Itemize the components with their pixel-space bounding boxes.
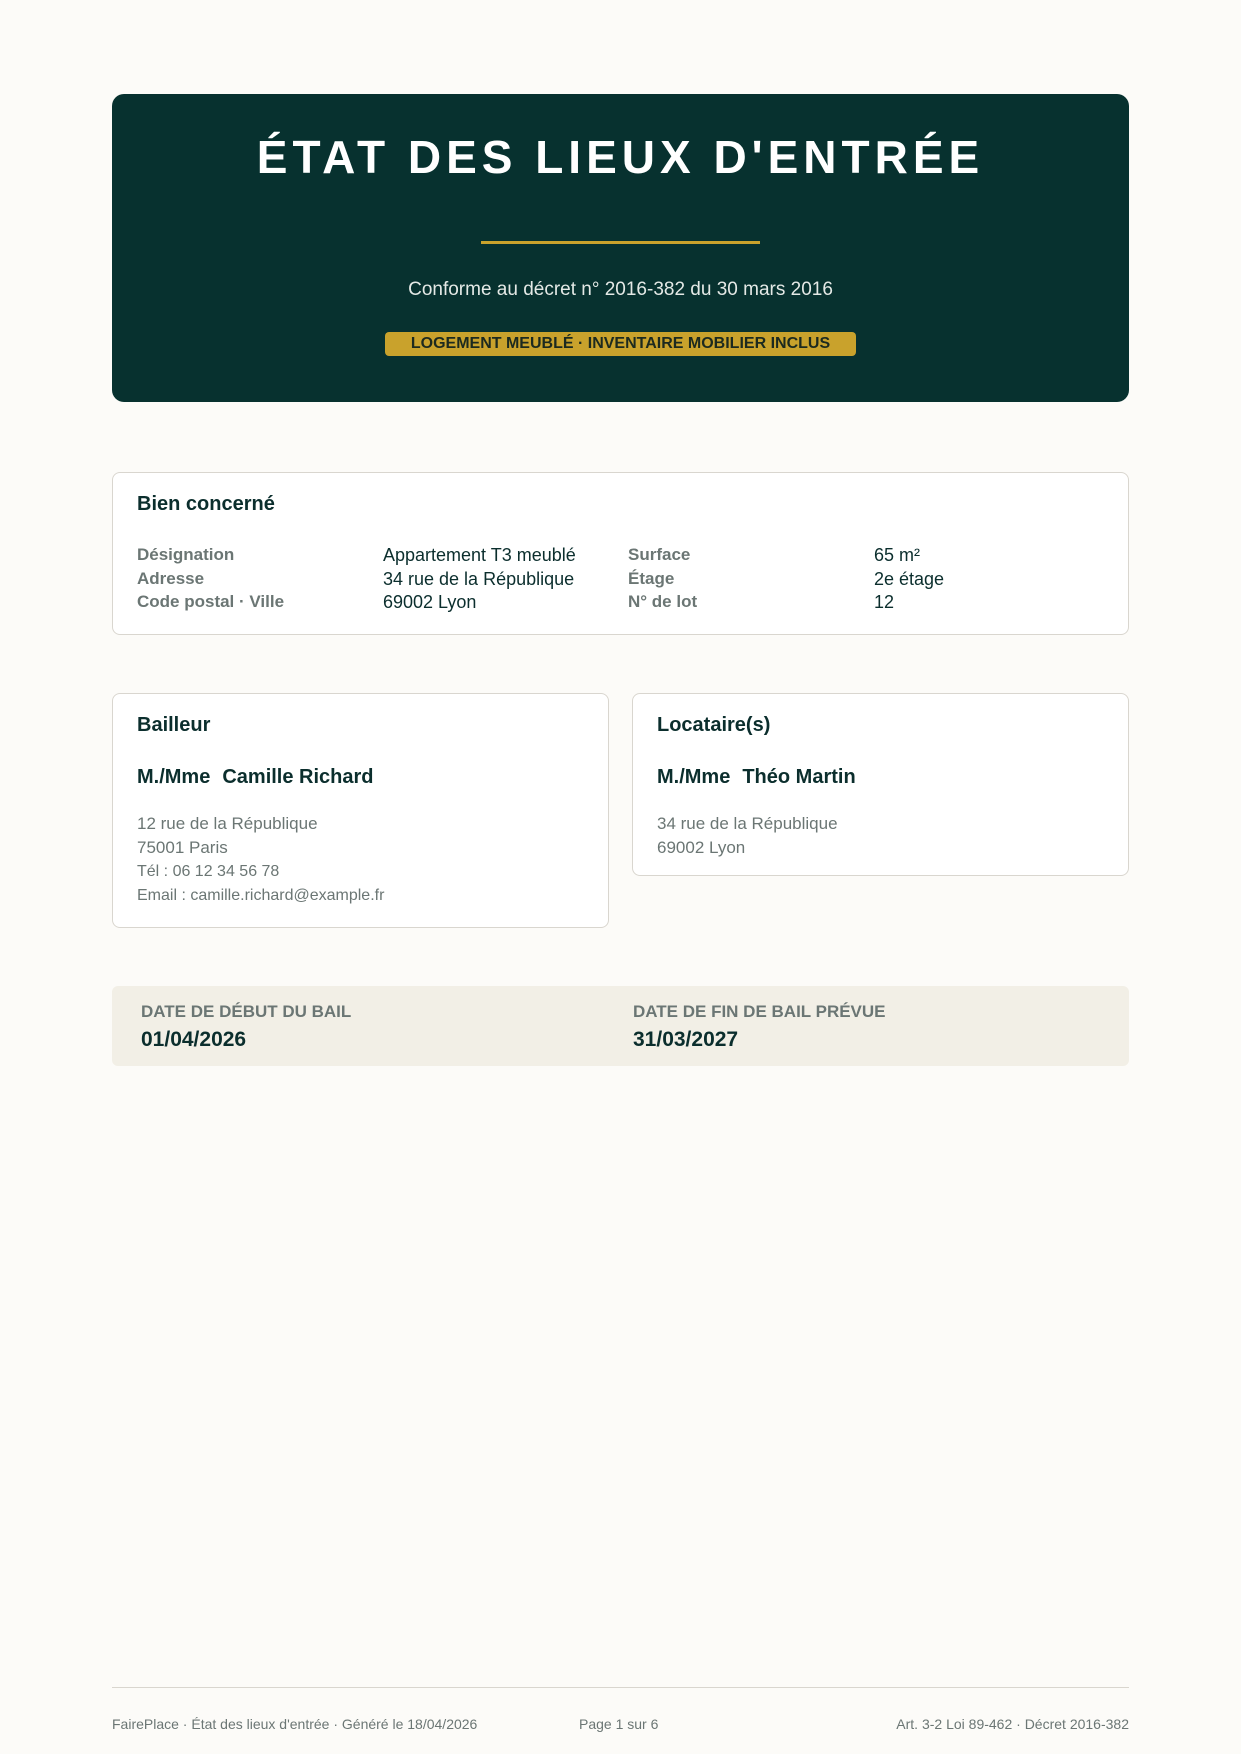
lease-start-label: DATE DE DÉBUT DU BAIL [141,1002,352,1021]
lease-end [633,1002,886,1052]
header-divider [481,241,760,244]
landlord-card-title: Bailleur [137,714,211,736]
property-value: Appartement T3 meublé [383,545,576,565]
tenant-fullname: Théo Martin [742,766,856,788]
property-value: 12 [874,592,895,612]
tenant-card [632,693,1129,876]
landlord-civility: M./Mme [137,766,211,788]
property-label: Surface [628,545,691,564]
property-row [137,592,1097,616]
property-row [137,569,1097,593]
property-label: Code postal · Ville [137,592,285,611]
landlord-address [137,812,384,908]
landlord-address-line2: 75001 Paris [137,838,228,857]
tenant-address-line1: 34 rue de la République [657,814,838,833]
property-label: N° de lot [628,592,698,611]
property-row [137,545,1097,569]
tenant-card-title: Locataire(s) [657,714,771,736]
landlord-address-line1: 12 rue de la République [137,814,318,833]
property-card-title: Bien concerné [137,493,275,515]
tenant-civility: M./Mme [657,766,731,788]
property-value: 65 m² [874,545,921,565]
lease-start [141,1002,351,1052]
document-header [112,94,1129,402]
furnished-badge: LOGEMENT MEUBLÉ · INVENTAIRE MOBILIER INCLUS [385,332,856,356]
landlord-email: Email : camille.richard@example.fr [137,887,385,904]
property-value: 34 rue de la République [383,568,575,589]
tenant-name [657,766,856,789]
lease-end-value: 31/03/2027 [633,1028,739,1051]
tenant-address-line2: 69002 Lyon [657,838,746,857]
footer-divider [112,1687,1129,1688]
tenant-address [657,812,838,860]
property-value: 69002 Lyon [383,592,477,612]
page-number: Page 1 sur 6 [579,1716,659,1732]
property-card [112,472,1129,635]
property-label: Adresse [137,568,205,588]
footer-left: FairePlace · État des lieux d'entrée · Généré le 18/04/2026 [112,1716,478,1732]
lease-start-value: 01/04/2026 [141,1028,247,1051]
document-subtitle: Conforme au décret n° 2016-382 du 30 mars 2016 [408,279,833,300]
property-label: Désignation [137,545,235,564]
property-label: Étage [628,568,675,588]
landlord-phone: Tél : 06 12 34 56 78 [137,863,280,880]
lease-dates [112,986,1129,1066]
footer-right: Art. 3-2 Loi 89-462 · Décret 2016-382 [896,1716,1129,1732]
document-title: ÉTAT DES LIEUX D'ENTRÉE [256,131,985,183]
landlord-name [137,766,374,789]
property-details [137,545,1097,616]
landlord-fullname: Camille Richard [222,766,374,788]
lease-end-label: DATE DE FIN DE BAIL PRÉVUE [633,1002,886,1021]
property-value: 2e étage [874,568,945,589]
landlord-card [112,693,609,928]
